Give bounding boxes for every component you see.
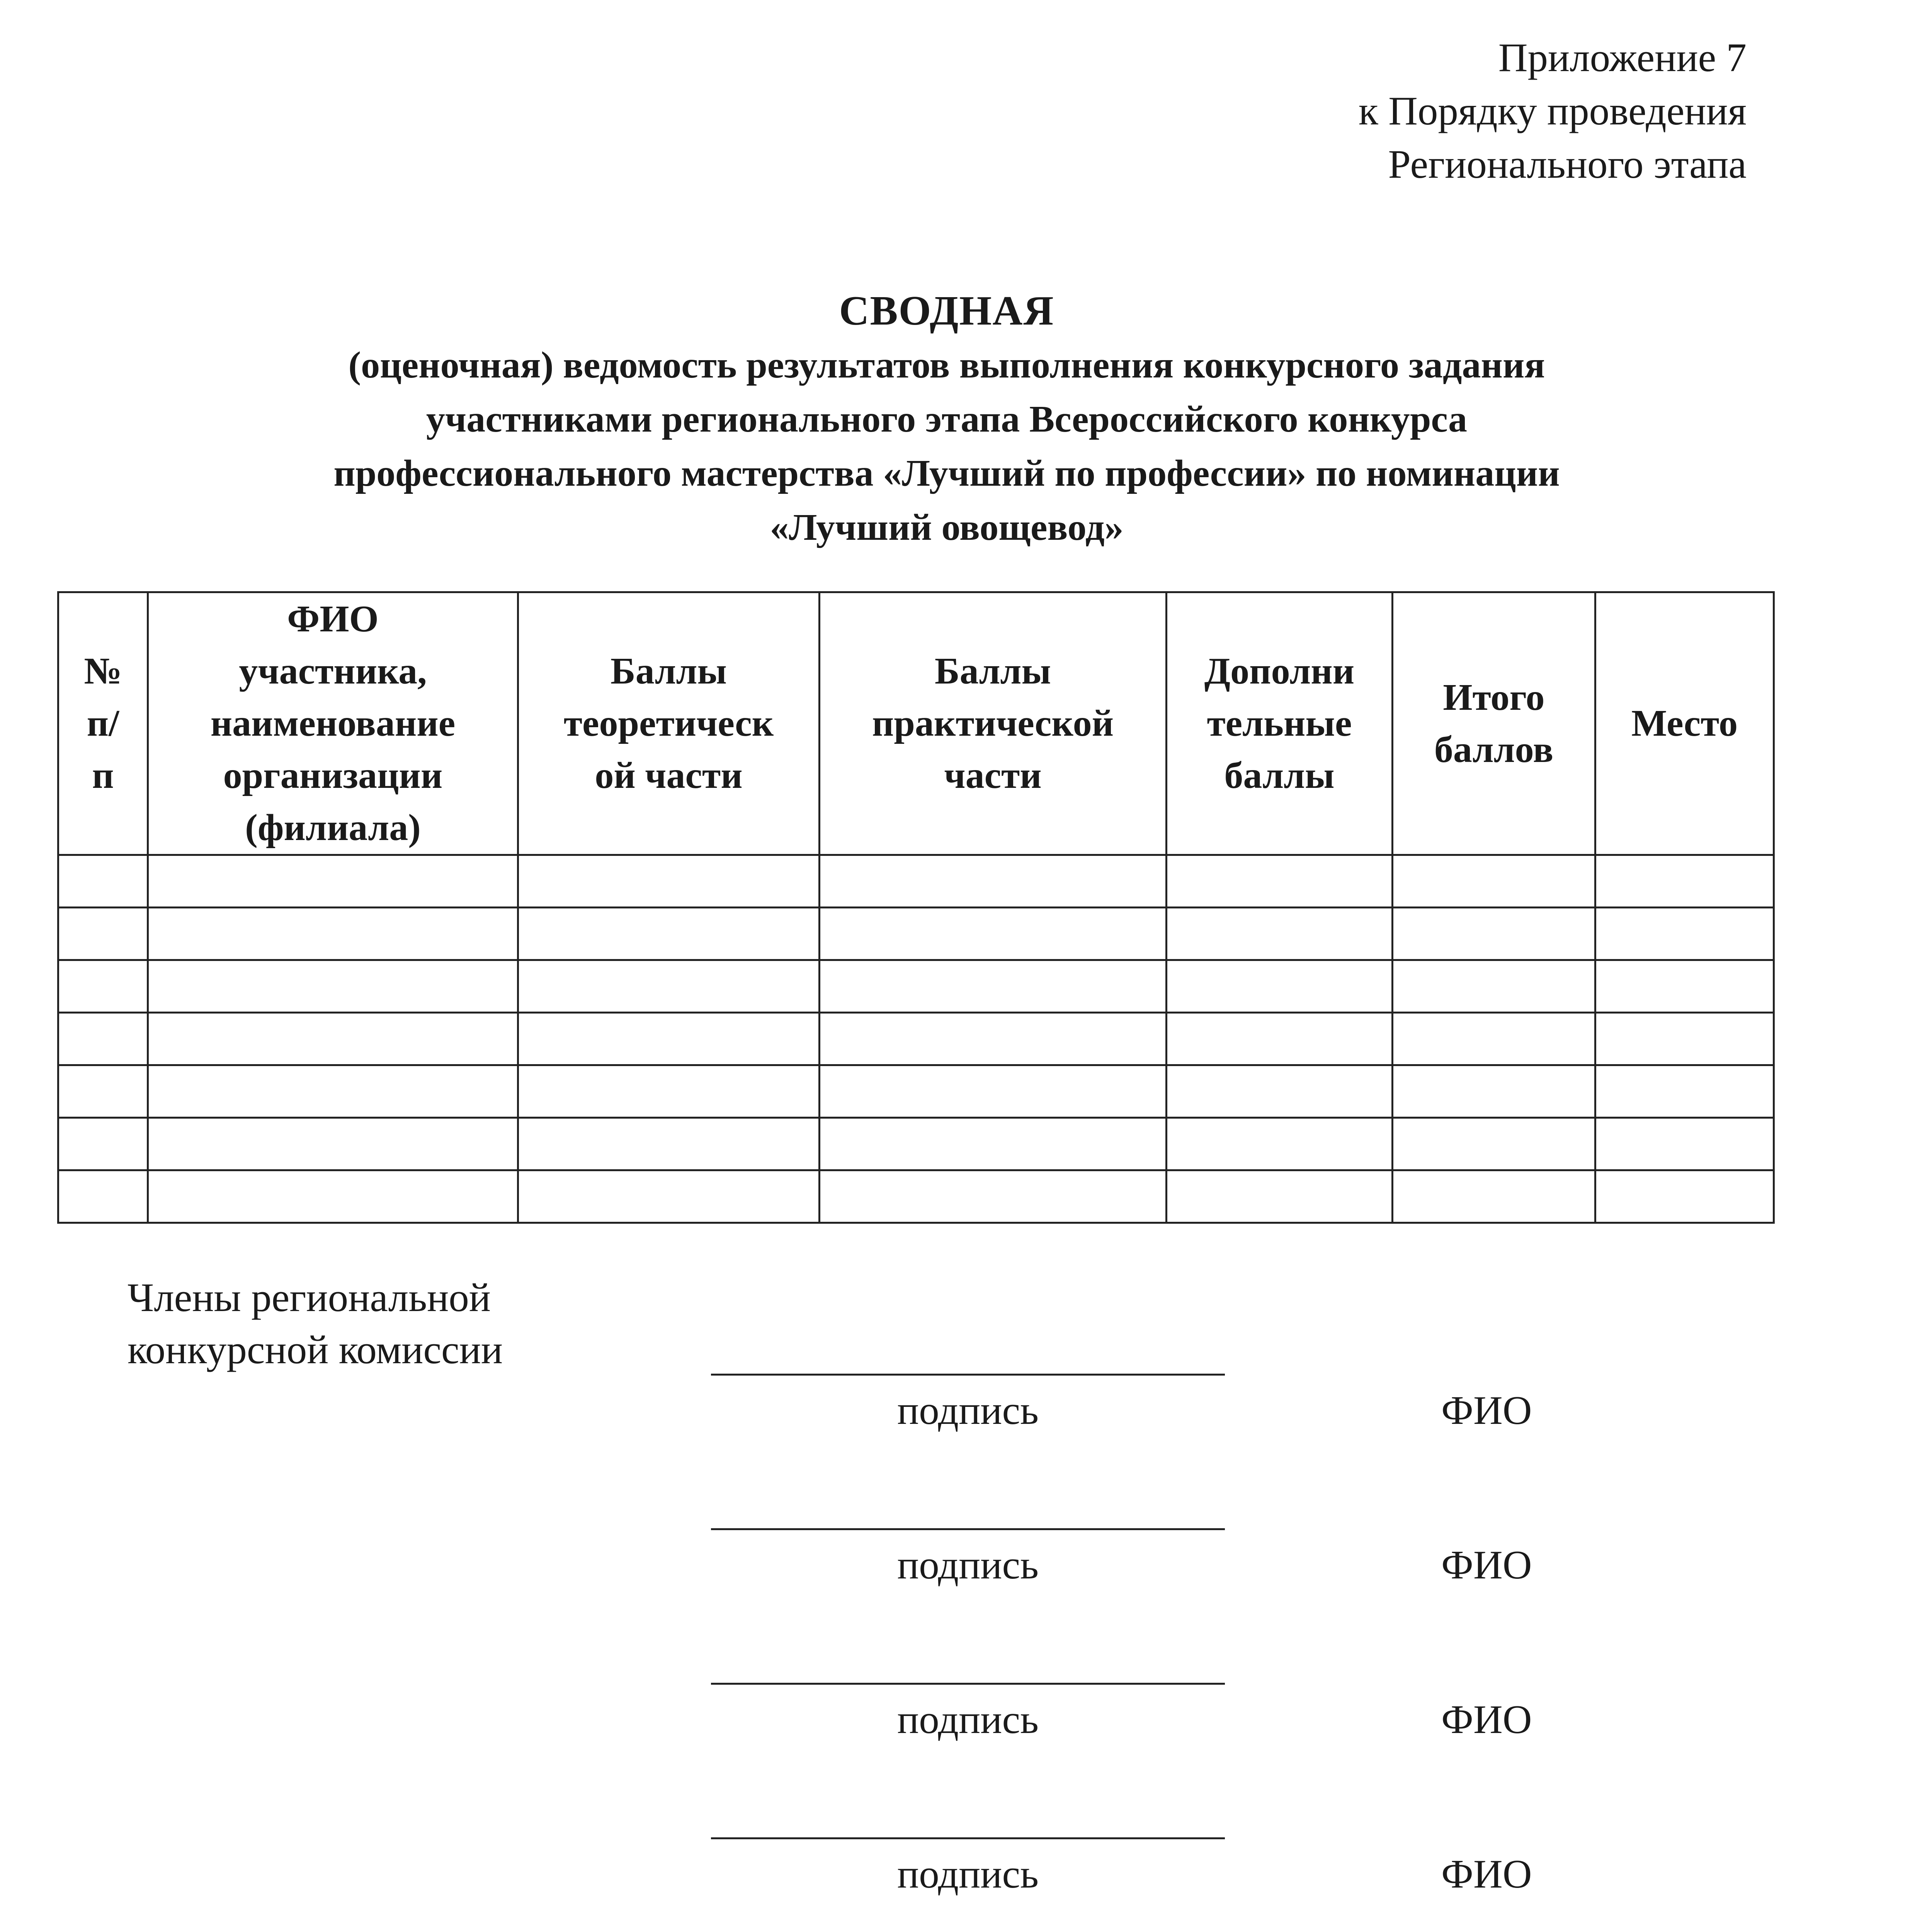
appendix-line: Регионального этапа <box>1388 141 1747 187</box>
title-line: профессионального мастерства «Лучший по профессии» по номинации <box>333 452 1560 494</box>
table-cell[interactable] <box>1393 1065 1595 1118</box>
table-body <box>58 855 1774 1223</box>
table-cell[interactable] <box>58 855 148 908</box>
table-cell[interactable] <box>518 1065 820 1118</box>
table-cell[interactable] <box>1167 855 1393 908</box>
table-cell[interactable] <box>518 1118 820 1170</box>
table-cell[interactable] <box>1595 1013 1774 1065</box>
table-cell[interactable] <box>148 1118 518 1170</box>
fio-caption: ФИО <box>1441 1388 1532 1433</box>
table-cell[interactable] <box>1167 960 1393 1013</box>
table-cell[interactable] <box>1393 908 1595 960</box>
table-cell[interactable] <box>148 960 518 1013</box>
column-header-theory-points: Баллы теоретическ ой части <box>518 592 820 855</box>
signature-line <box>711 1683 1225 1685</box>
table-cell[interactable] <box>58 1013 148 1065</box>
table-cell[interactable] <box>1393 1118 1595 1170</box>
commission-label-line: Члены региональной <box>128 1275 491 1320</box>
table-cell[interactable] <box>820 1065 1167 1118</box>
table-cell[interactable] <box>1595 960 1774 1013</box>
table-cell[interactable] <box>518 1013 820 1065</box>
signature-line <box>711 1837 1225 1839</box>
table-cell[interactable] <box>518 1170 820 1223</box>
table-cell[interactable] <box>1167 1118 1393 1170</box>
table-cell[interactable] <box>1393 1013 1595 1065</box>
commission-label <box>128 1271 503 1376</box>
table-cell[interactable] <box>58 908 148 960</box>
table-cell[interactable] <box>1167 1170 1393 1223</box>
table-cell[interactable] <box>1167 908 1393 960</box>
table-cell[interactable] <box>1595 908 1774 960</box>
table-cell[interactable] <box>1167 1065 1393 1118</box>
table-cell[interactable] <box>820 855 1167 908</box>
table-cell[interactable] <box>820 1118 1167 1170</box>
column-header-total-points: Итого баллов <box>1393 592 1595 855</box>
table-row <box>58 960 1774 1013</box>
table-row <box>58 1170 1774 1223</box>
table-cell[interactable] <box>58 1170 148 1223</box>
table-row <box>58 855 1774 908</box>
table-cell[interactable] <box>1393 855 1595 908</box>
table-cell[interactable] <box>58 1065 148 1118</box>
table-cell[interactable] <box>148 1065 518 1118</box>
signature-caption: подпись <box>897 1851 1039 1896</box>
results-table <box>57 591 1775 1224</box>
table-cell[interactable] <box>518 855 820 908</box>
table-cell[interactable] <box>58 1118 148 1170</box>
title-line: участниками регионального этапа Всероссийского конкурса <box>426 398 1468 440</box>
table-cell[interactable] <box>820 908 1167 960</box>
table-cell[interactable] <box>518 960 820 1013</box>
signature-row <box>711 1528 1600 1621</box>
table-cell[interactable] <box>1595 855 1774 908</box>
appendix-line: Приложение 7 <box>1498 35 1747 80</box>
table-row <box>58 1065 1774 1118</box>
table-cell[interactable] <box>1393 960 1595 1013</box>
column-header-participant: ФИО участника, наименование организации (филиала) <box>148 592 518 855</box>
commission-label-line: конкурсной комиссии <box>128 1327 503 1372</box>
table-cell[interactable] <box>1595 1118 1774 1170</box>
table-cell[interactable] <box>1595 1065 1774 1118</box>
fio-caption: ФИО <box>1441 1542 1532 1587</box>
title-line: «Лучший овощевод» <box>770 507 1124 548</box>
table-cell[interactable] <box>820 1013 1167 1065</box>
table-cell[interactable] <box>148 908 518 960</box>
signature-caption: подпись <box>897 1542 1039 1587</box>
table-cell[interactable] <box>1167 1013 1393 1065</box>
table-cell[interactable] <box>1595 1170 1774 1223</box>
document-title <box>116 284 1777 554</box>
signature-caption: подпись <box>897 1697 1039 1742</box>
table-cell[interactable] <box>148 1170 518 1223</box>
table-cell[interactable] <box>148 1013 518 1065</box>
fio-caption: ФИО <box>1441 1697 1532 1742</box>
column-header-practice-points: Баллы практической части <box>820 592 1167 855</box>
table-row <box>58 1118 1774 1170</box>
table-cell[interactable] <box>820 1170 1167 1223</box>
table-row <box>58 908 1774 960</box>
signature-caption: подпись <box>897 1388 1039 1433</box>
fio-caption: ФИО <box>1441 1851 1532 1896</box>
appendix-note <box>1128 31 1747 191</box>
signature-row <box>711 1683 1600 1776</box>
signature-row <box>711 1837 1600 1930</box>
title-line: (оценочная) ведомость результатов выполнения конкурсного задания <box>348 344 1545 386</box>
column-header-number: № п/ п <box>58 592 148 855</box>
column-header-place: Место <box>1595 592 1774 855</box>
table-cell[interactable] <box>1393 1170 1595 1223</box>
page-title: СВОДНАЯ <box>839 288 1054 334</box>
table-cell[interactable] <box>820 960 1167 1013</box>
table-row <box>58 1013 1774 1065</box>
table-cell[interactable] <box>58 960 148 1013</box>
appendix-line: к Порядку проведения <box>1358 88 1747 133</box>
table-cell[interactable] <box>148 855 518 908</box>
signature-line <box>711 1528 1225 1530</box>
table-cell[interactable] <box>518 908 820 960</box>
column-header-extra-points: Дополни тельные баллы <box>1167 592 1393 855</box>
table-header-row <box>58 592 1774 855</box>
signature-row <box>711 1374 1600 1466</box>
signature-line <box>711 1374 1225 1376</box>
